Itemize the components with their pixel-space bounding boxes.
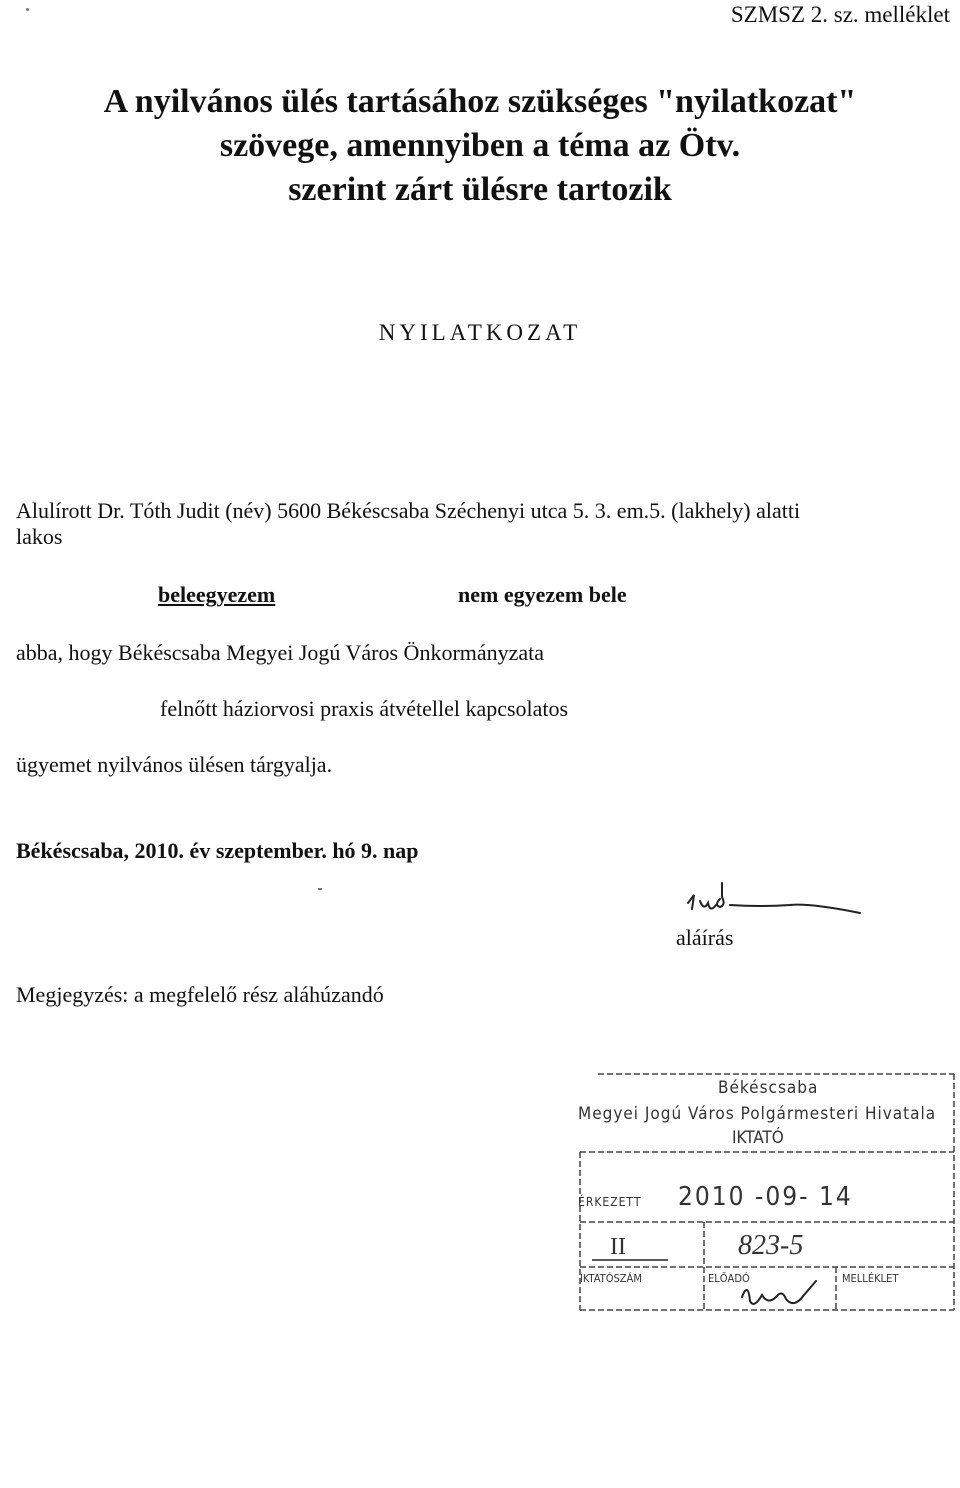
title-line-2: szövege, amennyiben a téma az Ötv. [219, 127, 741, 164]
stamp-roman-numeral: II [610, 1234, 626, 1260]
document-title [0, 80, 960, 212]
stamp-attachment-label: MELLÉKLET [842, 1272, 899, 1285]
annex-label: SZMSZ 2. sz. melléklet [730, 2, 950, 27]
signature-label: aláírás [676, 925, 734, 950]
consent-paragraph: abba, hogy Békéscsaba Megyei Jogú Város Önkormányzata [16, 640, 545, 665]
stamp-received-date: 2010 -09- 14 [678, 1182, 853, 1212]
stamp-file-number: 823-5 [738, 1230, 804, 1261]
registry-stamp [578, 1072, 956, 1312]
closing-paragraph: ügyemet nyilvános ülésen tárgyalja. [16, 752, 333, 777]
scan-speck [318, 888, 322, 890]
stamp-city: Békéscsaba [718, 1078, 819, 1098]
title-line-3: szerint zárt ülésre tartozik [288, 171, 672, 208]
stamp-number-label: IKTATÓSZÁM [580, 1272, 642, 1285]
option-agree: beleegyezem [158, 582, 276, 607]
matter-paragraph: felnőtt háziorvosi praxis átvétellel kapcsolatos [160, 696, 569, 721]
stamp-registry: IKTATÓ [732, 1128, 784, 1148]
stamp-received-label: ÉRKEZETT [578, 1195, 642, 1209]
stamp-officer-signature [738, 1277, 828, 1311]
title-line-1: A nyilvános ülés tartásához szükséges "nyilatkozat" [103, 83, 857, 120]
scan-speck [26, 8, 29, 11]
stamp-officer-label: ELŐADÓ [708, 1272, 750, 1285]
footnote: Megjegyzés: a megfelelő rész aláhúzandó [16, 982, 384, 1007]
declaration-heading: NYILATKOZAT [378, 320, 582, 345]
date-line: Békéscsaba, 2010. év szeptember. hó 9. nap [16, 838, 419, 863]
declarant-paragraph: Alulírott Dr. Tóth Judit (név) 5600 Békéscsaba Széchenyi utca 5. 3. em.5. (lakhely) alatti [16, 498, 801, 523]
stamp-office: Megyei Jogú Város Polgármesteri Hivatala [578, 1104, 937, 1124]
option-disagree: nem egyezem bele [458, 582, 627, 607]
declarant-paragraph-cont: lakos [16, 524, 63, 549]
